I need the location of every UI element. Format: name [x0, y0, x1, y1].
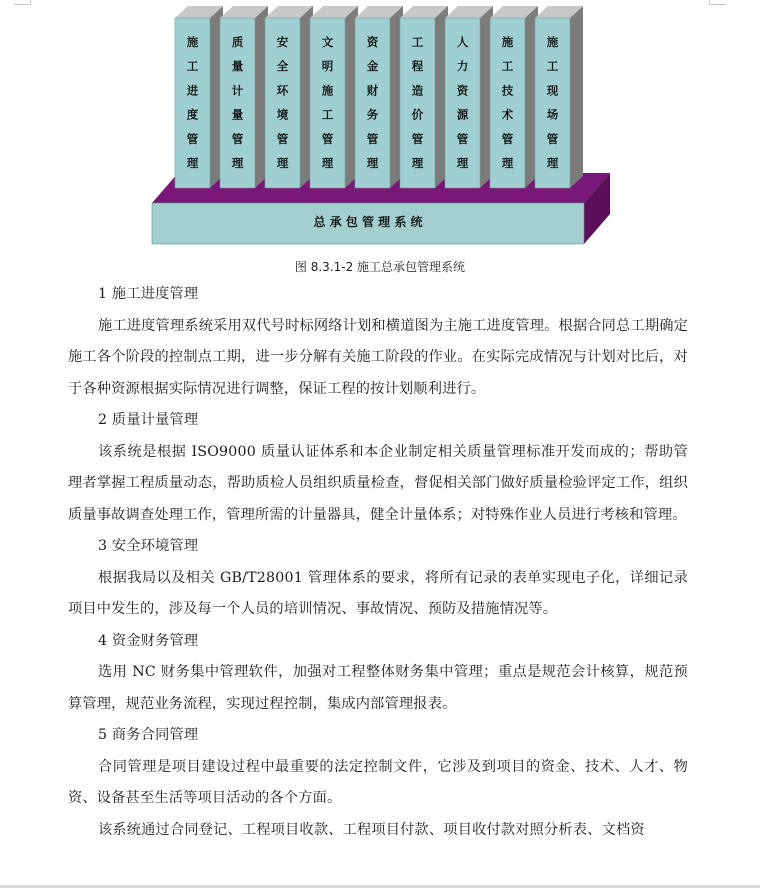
- diagram-canvas: [148, 0, 618, 252]
- column-label-char: 工: [501, 59, 514, 74]
- section-heading: 1 施工进度管理: [98, 286, 199, 302]
- column-label-char: 理: [501, 156, 514, 170]
- column-label-char: 理: [456, 156, 469, 170]
- column-label-char: 造: [411, 83, 424, 98]
- section-heading: 2 质量计量管理: [98, 412, 199, 428]
- column-label-char: 计: [231, 83, 244, 98]
- column-label-char: 度: [186, 107, 199, 122]
- column-label-char: 现: [546, 83, 559, 98]
- column-label-char: 源: [456, 107, 469, 122]
- column-label-char: 财: [366, 83, 379, 98]
- section-heading: 4 资金财务管理: [98, 632, 199, 649]
- column-label-char: 工: [411, 35, 424, 49]
- column-label-char: 金: [366, 59, 379, 74]
- column-label-char: 管: [321, 131, 334, 146]
- column-label-char: 价: [411, 107, 424, 122]
- column-label-char: 管: [501, 131, 514, 146]
- column-label-char: 程: [411, 59, 424, 74]
- column-label-char: 管: [456, 131, 469, 146]
- column-label-char: 质: [231, 35, 244, 49]
- document-body: [68, 279, 688, 846]
- section-quality: [68, 405, 688, 531]
- section-safety: [68, 531, 688, 626]
- section-paragraph: 根据我局以及相关 GB/T28001 管理体系的要求，将所有记录的表单实现电子化，详细记录项目中发生的，涉及每一个人员的培训情况、事故情况、预防及措施情况等。: [68, 569, 688, 617]
- column-label-char: 管: [411, 131, 424, 146]
- section-heading: 3 安全环境管理: [98, 538, 199, 554]
- section-paragraph: 该系统是根据 ISO9000 质量认证体系和本企业制定相关质量管理标准开发而成的；帮助管理者掌握工程质量动态，帮助质检人员组织质量检查，督促相关部门做好质量检验评定工作，组织质量事故调查处理工作，管理所需的计量器具，健全计量体系；对特殊作业人员进行考核和管理。: [68, 443, 688, 523]
- column-label-char: 施: [186, 35, 199, 49]
- column-label-char: 技: [501, 83, 514, 98]
- figure-caption: 图 8.3.1-2 施工总承包管理系统: [294, 260, 466, 274]
- column-label-char: 理: [411, 156, 424, 170]
- column-label-char: 务: [366, 107, 379, 122]
- section-schedule: [68, 279, 688, 405]
- column-label-char: 管: [366, 131, 379, 146]
- column-label-char: 工: [321, 107, 334, 122]
- column-label-char: 进: [186, 83, 199, 98]
- column-label-char: 力: [456, 59, 469, 74]
- page-corner-mark-left: [14, 0, 31, 5]
- column-label-char: 人: [456, 35, 469, 49]
- column-label-char: 理: [231, 156, 244, 170]
- page-corner-mark-right: [709, 0, 726, 5]
- column-label-char: 管: [231, 131, 244, 146]
- column-label-char: 施: [546, 35, 559, 49]
- column-label-char: 理: [546, 156, 559, 170]
- column-label-char: 理: [321, 156, 334, 170]
- column-label-char: 工: [546, 59, 559, 74]
- section-finance: [68, 626, 688, 721]
- management-system-diagram: [148, 0, 618, 252]
- section-paragraph: 合同管理是项目建设过程中最重要的法定控制文件，它涉及到项目的资金、技术、人才、物资、设备甚至生活等项目活动的各个方面。: [68, 758, 688, 806]
- column-label-char: 文: [321, 35, 334, 49]
- column-label-char: 安: [276, 35, 289, 49]
- section-heading: 5 商务合同管理: [98, 727, 199, 743]
- column-label-char: 施: [321, 83, 334, 98]
- column-label-char: 管: [186, 131, 199, 146]
- column-label-char: 工: [186, 59, 199, 74]
- column-label-char: 施: [501, 35, 514, 49]
- column-side-face: [570, 6, 583, 188]
- section-paragraph: 该系统通过合同登记、工程项目收款、工程项目付款、项目收付款对照分析表、文档资: [98, 821, 645, 838]
- section-paragraph: 施工进度管理系统采用双代号时标网络计划和横道图为主施工进度管理。根据合同总工期确定施工各个阶段的控制点工期，进一步分解有关施工阶段的作业。在实际完成情况与计划对比后，对于各种资源根据实际情况进行调整，保证工程的按计划顺利进行。: [68, 317, 688, 397]
- column-label-char: 量: [231, 107, 244, 122]
- column-label-char: 管: [276, 131, 289, 146]
- column-label-char: 境: [276, 107, 289, 122]
- section-paragraph: 选用 NC 财务集中管理软件，加强对工程整体财务集中管理；重点是规范会计核算，规范预算管理，规范业务流程，实现过程控制，集成内部管理报表。: [68, 664, 688, 712]
- column-label-char: 理: [186, 156, 199, 170]
- column-label-char: 资: [366, 35, 379, 49]
- column-label-char: 明: [321, 59, 334, 74]
- column-label-char: 管: [546, 131, 559, 146]
- column-label-char: 理: [276, 156, 289, 170]
- column-label-char: 场: [546, 107, 559, 122]
- column-label-char: 资: [456, 83, 469, 98]
- column-label-char: 全: [276, 59, 289, 74]
- column-label-char: 量: [231, 59, 244, 74]
- column-label-char: 术: [501, 107, 514, 122]
- base-label: 总 承 包 管 理 系 统: [313, 215, 423, 229]
- section-contract: [68, 720, 688, 846]
- column-label-char: 理: [366, 156, 379, 170]
- column-label-char: 环: [276, 83, 289, 98]
